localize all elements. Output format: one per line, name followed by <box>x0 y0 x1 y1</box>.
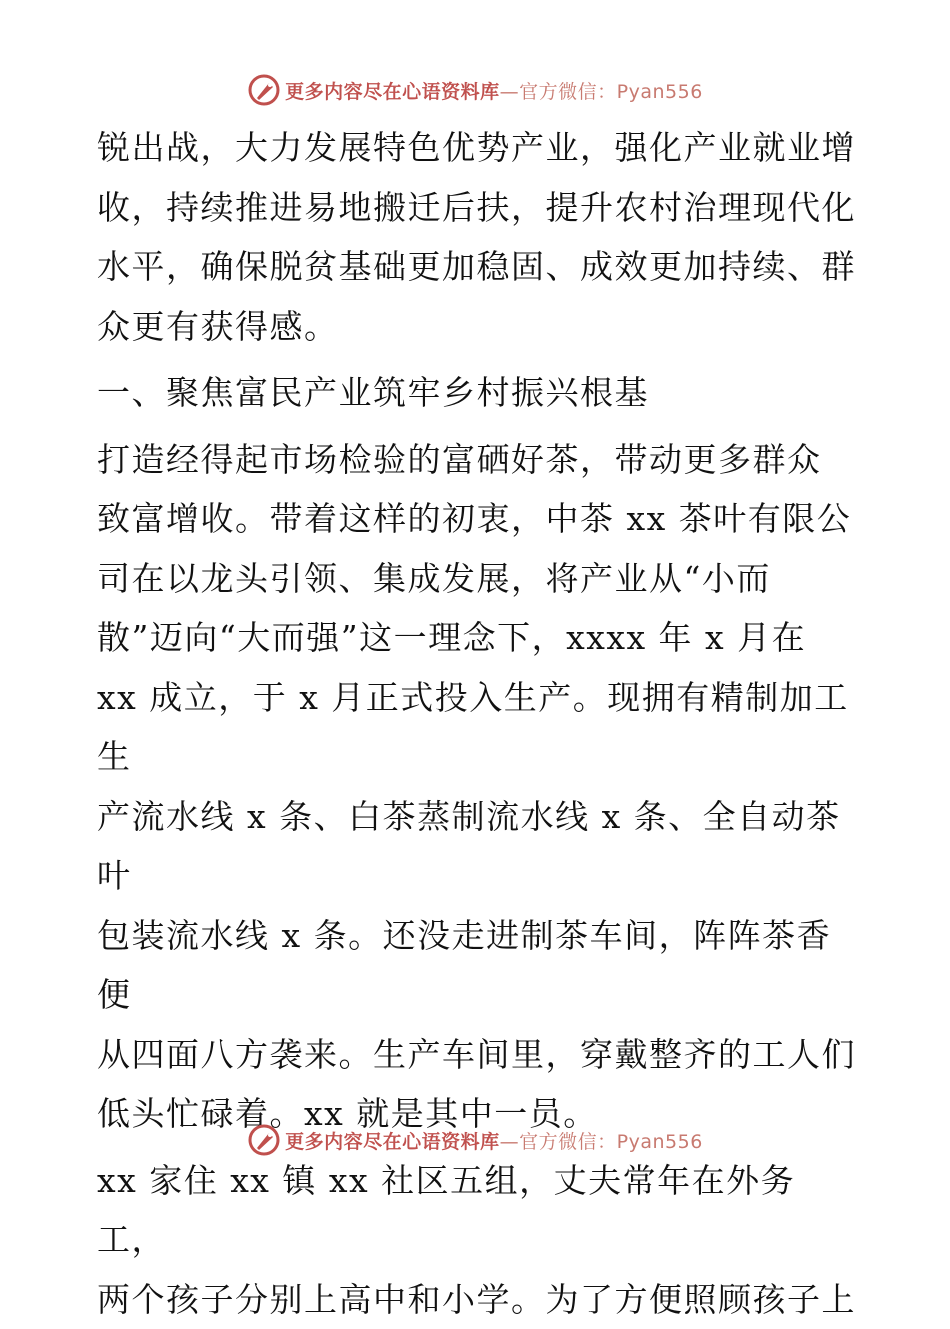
pen-nib-icon <box>247 1123 281 1157</box>
watermark-text: 更多内容尽在心语资料库—官方微信：Pyan556 <box>285 77 703 104</box>
header-watermark <box>0 70 950 110</box>
pen-nib-icon <box>247 73 281 107</box>
paragraph-3: xx 家住 xx 镇 xx 社区五组，丈夫常年在外务工， 两个孩子分别上高中和小学。为了方便照顾孩子上 <box>97 1151 857 1329</box>
watermark-text: 更多内容尽在心语资料库—官方微信：Pyan556 <box>285 1127 703 1154</box>
paragraph-1: 锐出战，大力发展特色优势产业，强化产业就业增 收，持续推进易地搬迁后扶，提升农村治理现代化 水平，确保脱贫基础更加稳固、成效更加持续、群 众更有获得感。 <box>97 118 857 356</box>
section-heading: 一、聚焦富民产业筑牢乡村振兴根基 <box>97 363 857 423</box>
footer-watermark <box>0 1120 950 1160</box>
paragraph-2: 打造经得起市场检验的富硒好茶，带动更多群众 致富增收。带着这样的初衷，中茶 xx 茶叶有限公 司在以龙头引领、集成发展，将产业从“小而 散”迈向“大而强”这一理念下，xxxx 年 x 月在 xx 成立，于 x 月正式投入生产。现拥有精制加工生 产流水线 x 条、白茶蒸制流水线 x 条、全自动茶叶 包装流水线 x 条。还没走进制茶车间，阵阵茶香便 从四面八方袭来。生产车间里，穿戴整齐的工人们 低头忙碌着。xx 就是其中一员。 <box>97 430 857 1144</box>
